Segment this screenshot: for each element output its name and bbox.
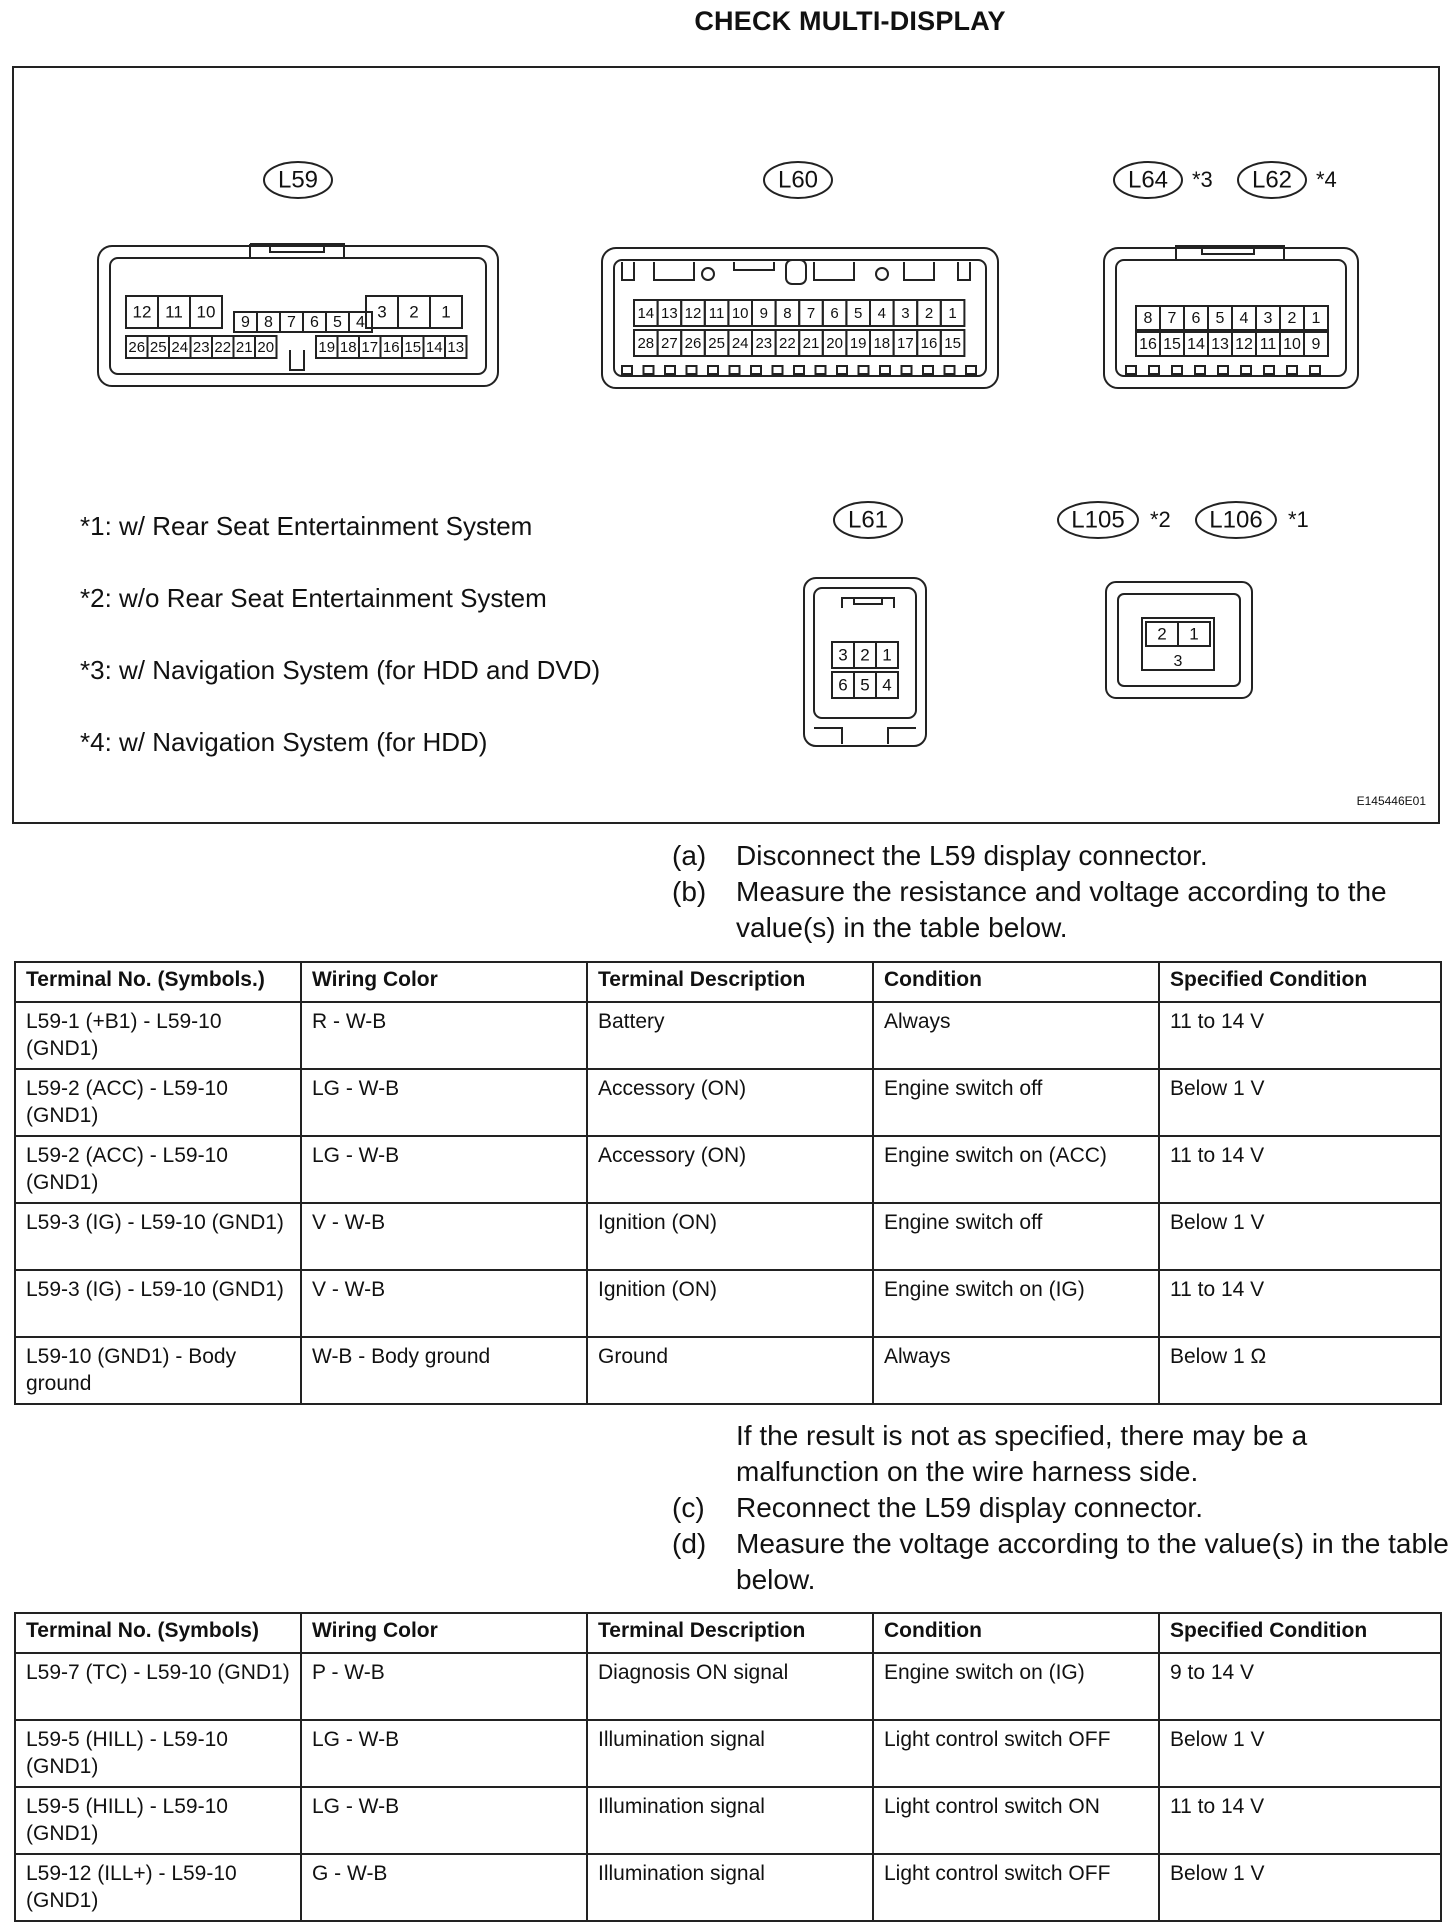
table-row bbox=[15, 1136, 1441, 1203]
pin-number: 22 bbox=[779, 334, 796, 352]
table-cell: Always bbox=[873, 1002, 1159, 1069]
connector-latch bbox=[876, 268, 888, 280]
pin-number: 8 bbox=[1143, 310, 1153, 328]
table-header-row bbox=[15, 962, 1441, 1002]
table-cell: LG - W-B bbox=[301, 1720, 587, 1787]
table-cell: 11 to 14 V bbox=[1159, 1002, 1441, 1069]
connector-tooth bbox=[837, 366, 847, 374]
table-cell: Accessory (ON) bbox=[587, 1136, 873, 1203]
column-header: Specified Condition bbox=[1159, 962, 1441, 1002]
spec-table-2 bbox=[14, 1612, 1442, 1922]
pin-number: 5 bbox=[854, 304, 863, 322]
table-row bbox=[15, 1337, 1441, 1404]
table-cell: L59-7 (TC) - L59-10 (GND1) bbox=[15, 1653, 301, 1720]
pin-number: 13 bbox=[1211, 336, 1229, 354]
table-cell: Ignition (ON) bbox=[587, 1203, 873, 1270]
connector-label-l59: L59 bbox=[277, 166, 319, 194]
connector-tooth bbox=[1172, 366, 1182, 374]
table-cell: Below 1 V bbox=[1159, 1203, 1441, 1270]
pin-number: 10 bbox=[1283, 336, 1301, 354]
table-row bbox=[15, 1270, 1441, 1337]
pin-number: 24 bbox=[731, 334, 749, 352]
connector-label-l60: L60 bbox=[777, 166, 819, 194]
pin-number: 20 bbox=[257, 338, 275, 356]
connector-tooth bbox=[1149, 366, 1159, 374]
connector-note: *4 bbox=[1316, 166, 1337, 192]
step-b bbox=[672, 874, 1456, 946]
step-label: (a) bbox=[672, 840, 707, 871]
table-cell: Below 1 Ω bbox=[1159, 1337, 1441, 1404]
connector-note: *3 bbox=[1192, 166, 1213, 192]
pin-number: 1 bbox=[882, 645, 892, 665]
connector-label-l105: L105 bbox=[1071, 506, 1125, 534]
connector-diagram bbox=[12, 66, 1440, 824]
table-cell: G - W-B bbox=[301, 1854, 587, 1921]
pin-number: 9 bbox=[759, 304, 768, 322]
table-cell: LG - W-B bbox=[301, 1069, 587, 1136]
connector-tooth bbox=[966, 366, 976, 374]
table-cell: Engine switch on (IG) bbox=[873, 1270, 1159, 1337]
pin-number: 12 bbox=[684, 304, 702, 322]
connector-note: *2 bbox=[1150, 506, 1171, 532]
connector-tooth bbox=[622, 366, 632, 374]
pin-number: 6 bbox=[310, 314, 319, 332]
connector-label-l62: L62 bbox=[1251, 166, 1293, 194]
table-cell: L59-2 (ACC) - L59-10 (GND1) bbox=[15, 1136, 301, 1203]
table-cell: V - W-B bbox=[301, 1270, 587, 1337]
footnote: *3: w/ Navigation System (for HDD and DVD) bbox=[80, 654, 601, 685]
pin-number: 21 bbox=[802, 334, 820, 352]
connector-tooth bbox=[1218, 366, 1228, 374]
column-header: Condition bbox=[873, 962, 1159, 1002]
connector-key bbox=[814, 728, 916, 744]
pin-number: 3 bbox=[1173, 653, 1183, 671]
pin-number: 15 bbox=[404, 338, 422, 356]
pin-number: 15 bbox=[944, 334, 961, 352]
connector-tooth bbox=[816, 366, 826, 374]
pin-number: 23 bbox=[192, 338, 210, 356]
table-row bbox=[15, 1002, 1441, 1069]
table-cell: L59-5 (HILL) - L59-10 (GND1) bbox=[15, 1720, 301, 1787]
table-cell: Below 1 V bbox=[1159, 1720, 1441, 1787]
table-cell: L59-2 (ACC) - L59-10 (GND1) bbox=[15, 1069, 301, 1136]
pin-number: 18 bbox=[339, 338, 357, 356]
pin-number: 11 bbox=[165, 302, 183, 322]
column-header: Condition bbox=[873, 1613, 1159, 1653]
page-title: CHECK MULTI-DISPLAY bbox=[694, 6, 1006, 36]
pin-number: 3 bbox=[377, 302, 387, 322]
step-label: (d) bbox=[672, 1528, 707, 1559]
table-cell: Below 1 V bbox=[1159, 1854, 1441, 1921]
table-cell: Light control switch OFF bbox=[873, 1854, 1159, 1921]
connector-diagram-svg bbox=[14, 68, 1438, 822]
pin-number: 1 bbox=[441, 302, 451, 322]
table-cell: Illumination signal bbox=[587, 1787, 873, 1854]
step-label: (c) bbox=[672, 1492, 705, 1523]
connector-tooth bbox=[794, 366, 804, 374]
pin-number: 3 bbox=[838, 645, 848, 665]
table-cell: Illumination signal bbox=[587, 1854, 873, 1921]
pin-number: 10 bbox=[731, 304, 749, 322]
pin-number: 4 bbox=[882, 675, 892, 695]
connector-tooth bbox=[902, 366, 912, 374]
connector-tooth bbox=[1264, 366, 1274, 374]
connector-tooth bbox=[1310, 366, 1320, 374]
pin-number: 6 bbox=[830, 304, 839, 322]
table-cell: Ground bbox=[587, 1337, 873, 1404]
pin-number: 27 bbox=[661, 334, 678, 352]
step-a bbox=[672, 838, 1456, 874]
table-cell: L59-10 (GND1) - Body ground bbox=[15, 1337, 301, 1404]
connector-tooth bbox=[730, 366, 740, 374]
connector-label-l64: L64 bbox=[1127, 166, 1169, 194]
column-header: Wiring Color bbox=[301, 1613, 587, 1653]
column-header: Wiring Color bbox=[301, 962, 587, 1002]
column-header: Terminal Description bbox=[587, 1613, 873, 1653]
table-cell: Engine switch off bbox=[873, 1069, 1159, 1136]
table-cell: Always bbox=[873, 1337, 1159, 1404]
pin-number: 8 bbox=[783, 304, 792, 322]
pin-number: 12 bbox=[1235, 336, 1253, 354]
connector-tooth bbox=[1287, 366, 1297, 374]
connector-tooth bbox=[945, 366, 955, 374]
footnote: *4: w/ Navigation System (for HDD) bbox=[80, 726, 488, 757]
table-cell: Battery bbox=[587, 1002, 873, 1069]
table-cell: L59-3 (IG) - L59-10 (GND1) bbox=[15, 1203, 301, 1270]
pin-number: 2 bbox=[1157, 624, 1167, 644]
connector-key bbox=[290, 350, 304, 370]
connector-latch bbox=[702, 268, 714, 280]
pin-number: 23 bbox=[755, 334, 773, 352]
pin-number: 1 bbox=[1189, 624, 1199, 644]
connector-tooth bbox=[773, 366, 783, 374]
connector-latch bbox=[786, 260, 806, 284]
connector-tooth bbox=[708, 366, 718, 374]
table-row bbox=[15, 1720, 1441, 1787]
pin-number: 5 bbox=[1215, 310, 1225, 328]
pin-number: 6 bbox=[838, 675, 848, 695]
table-cell: 11 to 14 V bbox=[1159, 1270, 1441, 1337]
pin-number: 13 bbox=[447, 338, 465, 356]
table-cell: Ignition (ON) bbox=[587, 1270, 873, 1337]
pin-number: 13 bbox=[661, 304, 678, 322]
pin-number: 5 bbox=[860, 675, 870, 695]
table-cell: Accessory (ON) bbox=[587, 1069, 873, 1136]
table-cell: L59-5 (HILL) - L59-10 (GND1) bbox=[15, 1787, 301, 1854]
table-cell: L59-3 (IG) - L59-10 (GND1) bbox=[15, 1270, 301, 1337]
pin-number: 1 bbox=[948, 304, 957, 322]
table-cell: Illumination signal bbox=[587, 1720, 873, 1787]
pin-number: 21 bbox=[235, 338, 253, 356]
pin-number: 24 bbox=[171, 338, 189, 356]
pin-number: 16 bbox=[382, 338, 400, 356]
footnote: *2: w/o Rear Seat Entertainment System bbox=[80, 582, 547, 613]
pin-number: 4 bbox=[877, 304, 886, 322]
step-c bbox=[672, 1490, 1456, 1526]
table-row bbox=[15, 1653, 1441, 1720]
pin-number: 28 bbox=[637, 334, 655, 352]
pin-number: 9 bbox=[1311, 336, 1321, 354]
connector-tooth bbox=[1126, 366, 1136, 374]
pin-number: 15 bbox=[1163, 336, 1181, 354]
connector-tooth bbox=[880, 366, 890, 374]
table-cell: L59-1 (+B1) - L59-10 (GND1) bbox=[15, 1002, 301, 1069]
pin-number: 2 bbox=[924, 304, 934, 322]
pin-number: 19 bbox=[849, 334, 867, 352]
step-text: Measure the voltage according to the value(s) in the table below. bbox=[736, 1528, 1449, 1595]
pin-number: 8 bbox=[264, 314, 273, 332]
pin-number: 26 bbox=[128, 338, 146, 356]
table-cell: L59-12 (ILL+) - L59-10 (GND1) bbox=[15, 1854, 301, 1921]
footnote: *1: w/ Rear Seat Entertainment System bbox=[80, 510, 533, 541]
pin-number: 2 bbox=[1287, 310, 1297, 328]
pin-number: 2 bbox=[409, 302, 419, 322]
pin-number: 7 bbox=[806, 304, 816, 322]
table-cell: Engine switch on (IG) bbox=[873, 1653, 1159, 1720]
table-cell: 11 to 14 V bbox=[1159, 1787, 1441, 1854]
steps-c-d bbox=[672, 1490, 1456, 1598]
step-text: Disconnect the L59 display connector. bbox=[736, 840, 1208, 871]
connector-tooth bbox=[687, 366, 697, 374]
pin-number: 14 bbox=[637, 304, 655, 322]
pin-number: 4 bbox=[1239, 310, 1249, 328]
pin-number: 16 bbox=[1139, 336, 1157, 354]
table-row bbox=[15, 1787, 1441, 1854]
pin-number: 4 bbox=[356, 314, 365, 332]
pin-number: 11 bbox=[708, 304, 725, 322]
pin-number: 10 bbox=[196, 302, 216, 322]
pin-number: 3 bbox=[1263, 310, 1273, 328]
pin-number: 17 bbox=[897, 334, 914, 352]
pin-number: 20 bbox=[826, 334, 843, 352]
pin-number: 14 bbox=[425, 338, 443, 356]
column-header: Terminal No. (Symbols.) bbox=[15, 962, 301, 1002]
table-cell: Engine switch on (ACC) bbox=[873, 1136, 1159, 1203]
wire-harness-note: If the result is not as specified, there may be a malfunction on the wire harness side. bbox=[736, 1420, 1308, 1487]
table-header-row bbox=[15, 1613, 1441, 1653]
table-cell: R - W-B bbox=[301, 1002, 587, 1069]
pin-number: 12 bbox=[132, 302, 152, 322]
pin-number: 22 bbox=[214, 338, 232, 356]
pin-number: 7 bbox=[287, 314, 296, 332]
connector-label-l106: L106 bbox=[1209, 506, 1263, 534]
pin-number: 25 bbox=[149, 338, 167, 356]
connector-tooth bbox=[923, 366, 933, 374]
pin-number: 6 bbox=[1191, 310, 1201, 328]
table-cell: LG - W-B bbox=[301, 1136, 587, 1203]
pin-number: 17 bbox=[361, 338, 379, 356]
table-cell: P - W-B bbox=[301, 1653, 587, 1720]
connector-tooth bbox=[644, 366, 654, 374]
connector-tooth bbox=[1195, 366, 1205, 374]
column-header: Specified Condition bbox=[1159, 1613, 1441, 1653]
step-label: (b) bbox=[672, 876, 707, 907]
connector-tooth bbox=[751, 366, 761, 374]
table-cell: W-B - Body ground bbox=[301, 1337, 587, 1404]
pin-number: 2 bbox=[860, 645, 870, 665]
pin-number: 5 bbox=[333, 314, 342, 332]
connector-tooth bbox=[665, 366, 675, 374]
pin-number: 7 bbox=[1167, 310, 1177, 328]
column-header: Terminal Description bbox=[587, 962, 873, 1002]
table-row bbox=[15, 1854, 1441, 1921]
figure-id: E145446E01 bbox=[1356, 794, 1426, 809]
connector-latch bbox=[622, 262, 970, 280]
pin-number: 18 bbox=[873, 334, 891, 352]
table-cell: V - W-B bbox=[301, 1203, 587, 1270]
steps-a-b bbox=[672, 838, 1456, 946]
connector-note: *1 bbox=[1288, 506, 1309, 532]
step-text: Reconnect the L59 display connector. bbox=[736, 1492, 1203, 1523]
connector-latch bbox=[842, 598, 894, 608]
connector-label-l61: L61 bbox=[847, 506, 889, 534]
table-cell: Light control switch ON bbox=[873, 1787, 1159, 1854]
table-cell: Engine switch off bbox=[873, 1203, 1159, 1270]
column-header: Terminal No. (Symbols) bbox=[15, 1613, 301, 1653]
pin-number: 26 bbox=[684, 334, 702, 352]
table-row bbox=[15, 1069, 1441, 1136]
table-cell: 11 to 14 V bbox=[1159, 1136, 1441, 1203]
connector-tooth bbox=[1241, 366, 1251, 374]
pin-number: 25 bbox=[708, 334, 725, 352]
spec-table-1 bbox=[14, 961, 1442, 1405]
table-cell: Diagnosis ON signal bbox=[587, 1653, 873, 1720]
pin-number: 9 bbox=[241, 314, 250, 332]
pin-number: 19 bbox=[318, 338, 336, 356]
step-text: Measure the resistance and voltage according to the value(s) in the table below. bbox=[736, 876, 1387, 943]
table-cell: Light control switch OFF bbox=[873, 1720, 1159, 1787]
table-row bbox=[15, 1203, 1441, 1270]
table-cell: LG - W-B bbox=[301, 1787, 587, 1854]
pin-number: 11 bbox=[1259, 336, 1277, 354]
pin-number: 1 bbox=[1311, 310, 1321, 328]
table-cell: 9 to 14 V bbox=[1159, 1653, 1441, 1720]
step-d bbox=[672, 1526, 1456, 1598]
table-cell: Below 1 V bbox=[1159, 1069, 1441, 1136]
pin-number: 3 bbox=[901, 304, 910, 322]
pin-number: 16 bbox=[920, 334, 938, 352]
connector-tooth bbox=[859, 366, 869, 374]
pin-number: 14 bbox=[1187, 336, 1205, 354]
